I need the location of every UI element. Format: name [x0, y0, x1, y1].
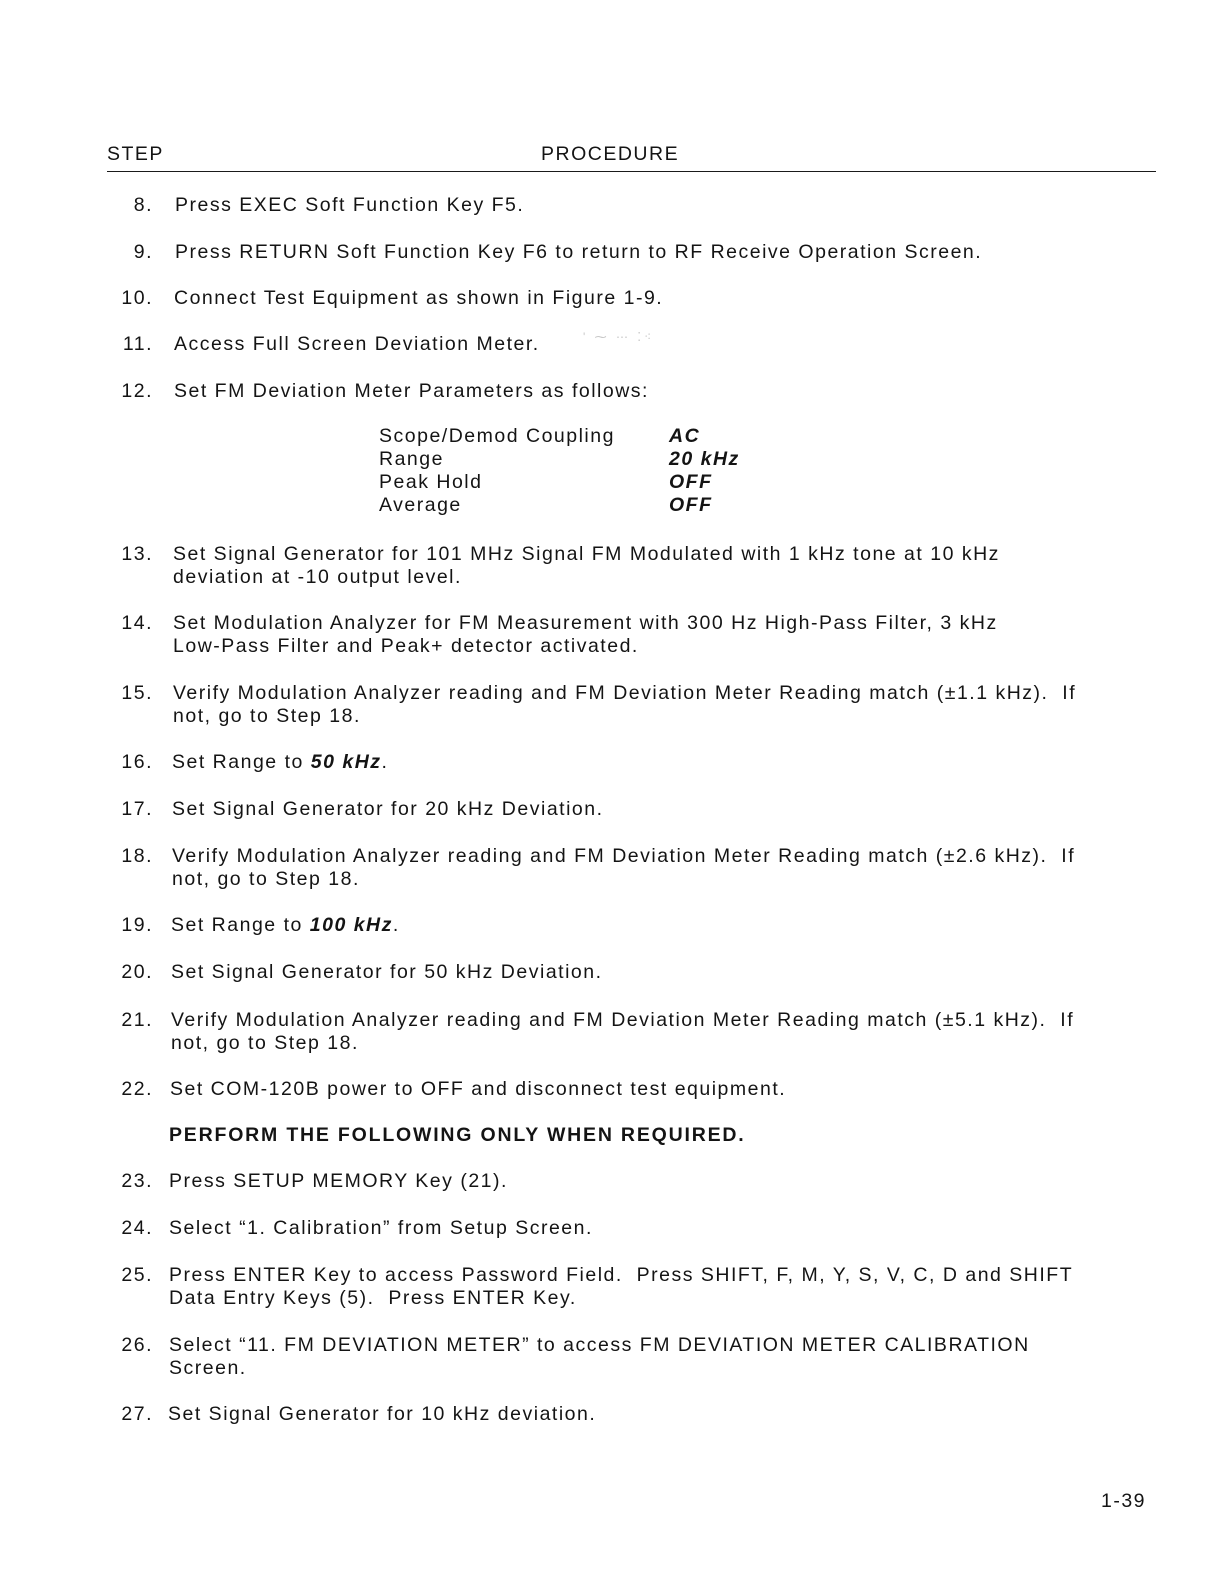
- step-text-line: Low-Pass Filter and Peak+ detector activated.: [173, 635, 639, 657]
- page-number: 1-39: [1101, 1490, 1147, 1512]
- step-text: [171, 1009, 1157, 1055]
- step-text-suffix: .: [392, 914, 400, 936]
- step-number: 18.: [121, 845, 153, 867]
- step-text: Press SETUP MEMORY Key (21).: [169, 1170, 508, 1192]
- scan-smudge: ' ⁓ ⋯ ⁚⁖: [583, 330, 655, 344]
- step-text: Set FM Deviation Meter Parameters as follows:: [174, 380, 649, 402]
- range-value: 100 kHz: [309, 914, 393, 936]
- step-text-line: Select “11. FM DEVIATION METER” to access FM DEVIATION METER CALIBRATION: [169, 1334, 1030, 1356]
- step-text-prefix: Set Range to: [172, 751, 311, 773]
- parameter-row: [379, 471, 740, 494]
- step-text: Set Signal Generator for 10 kHz deviation.: [168, 1403, 597, 1425]
- header-rule: [107, 171, 1156, 172]
- parameter-value: AC: [669, 425, 701, 447]
- step-number: 15.: [121, 682, 153, 704]
- parameter-row: [379, 448, 740, 471]
- step-number: 24.: [121, 1217, 153, 1239]
- step-text-line: Press ENTER Key to access Password Field. Press SHIFT, F, M, Y, S, V, C, D and SHIFT: [169, 1264, 1074, 1286]
- step-text: [171, 914, 1157, 937]
- step-text: [173, 612, 1157, 658]
- step-column-header: STEP: [107, 143, 164, 165]
- procedure-column-header: PROCEDURE: [541, 143, 680, 165]
- parameter-row: [379, 425, 740, 448]
- step-number: 23.: [121, 1170, 153, 1192]
- parameter-row: [379, 494, 740, 517]
- step-text: Set COM-120B power to OFF and disconnect test equipment.: [170, 1078, 787, 1100]
- step-number: 8.: [133, 194, 153, 216]
- step-number: 13.: [121, 543, 153, 565]
- step-number: 22.: [121, 1078, 153, 1100]
- conditional-notice: PERFORM THE FOLLOWING ONLY WHEN REQUIRED.: [169, 1124, 746, 1146]
- step-text-line: not, go to Step 18.: [173, 705, 361, 727]
- step-text: Access Full Screen Deviation Meter.: [174, 333, 540, 355]
- step-text-line: Data Entry Keys (5). Press ENTER Key.: [169, 1287, 577, 1309]
- step-text-line: Verify Modulation Analyzer reading and FM Deviation Meter Reading match (±2.6 kHz). If: [172, 845, 1076, 867]
- step-number: 26.: [121, 1334, 153, 1356]
- step-text: Select “1. Calibration” from Setup Screen.: [169, 1217, 593, 1239]
- step-text: Connect Test Equipment as shown in Figure 1-9.: [174, 287, 664, 309]
- step-text: Press EXEC Soft Function Key F5.: [175, 194, 525, 216]
- step-text: [172, 751, 1157, 774]
- step-number: 27.: [121, 1403, 153, 1425]
- step-text-prefix: Set Range to: [171, 914, 310, 936]
- step-number: 20.: [121, 961, 153, 983]
- step-text: [173, 682, 1157, 728]
- parameter-name: Peak Hold: [379, 471, 483, 493]
- step-text: Set Signal Generator for 20 kHz Deviation.: [172, 798, 604, 820]
- parameter-value: 20 kHz: [669, 448, 740, 470]
- step-number: 10.: [121, 287, 153, 309]
- step-number: 11.: [122, 333, 153, 355]
- parameter-value: OFF: [669, 471, 713, 493]
- step-text-line: Set Modulation Analyzer for FM Measurement with 300 Hz High-Pass Filter, 3 kHz: [173, 612, 998, 634]
- step-number: 17.: [121, 798, 153, 820]
- parameter-value: OFF: [669, 494, 713, 516]
- step-text-line: not, go to Step 18.: [171, 1032, 359, 1054]
- step-text-line: deviation at -10 output level.: [173, 566, 462, 588]
- step-number: 25.: [121, 1264, 153, 1286]
- step-text: Press RETURN Soft Function Key F6 to return to RF Receive Operation Screen.: [175, 241, 983, 263]
- step-text-line: Set Signal Generator for 101 MHz Signal FM Modulated with 1 kHz tone at 10 kHz: [173, 543, 1000, 565]
- parameter-table: [379, 425, 740, 517]
- step-number: 9.: [133, 241, 153, 263]
- parameter-name: Scope/Demod Coupling: [379, 425, 615, 447]
- step-number: 21.: [121, 1009, 153, 1031]
- parameter-name: Range: [379, 448, 444, 470]
- step-number: 12.: [121, 380, 153, 402]
- step-text: Set Signal Generator for 50 kHz Deviation.: [171, 961, 603, 983]
- step-text: [169, 1334, 1157, 1380]
- parameter-name: Average: [379, 494, 462, 516]
- step-text-line: Verify Modulation Analyzer reading and FM Deviation Meter Reading match (±5.1 kHz). If: [171, 1009, 1075, 1031]
- step-text-line: Verify Modulation Analyzer reading and FM Deviation Meter Reading match (±1.1 kHz). If: [173, 682, 1077, 704]
- step-text-line: not, go to Step 18.: [172, 868, 360, 890]
- step-text: [173, 543, 1157, 589]
- step-text-suffix: .: [381, 751, 389, 773]
- step-text-line: Screen.: [169, 1357, 247, 1379]
- range-value: 50 kHz: [310, 751, 382, 773]
- step-number: 16.: [121, 751, 153, 773]
- step-text: [169, 1264, 1157, 1310]
- step-number: 14.: [121, 612, 153, 634]
- step-number: 19.: [121, 914, 153, 936]
- step-text: [172, 845, 1157, 891]
